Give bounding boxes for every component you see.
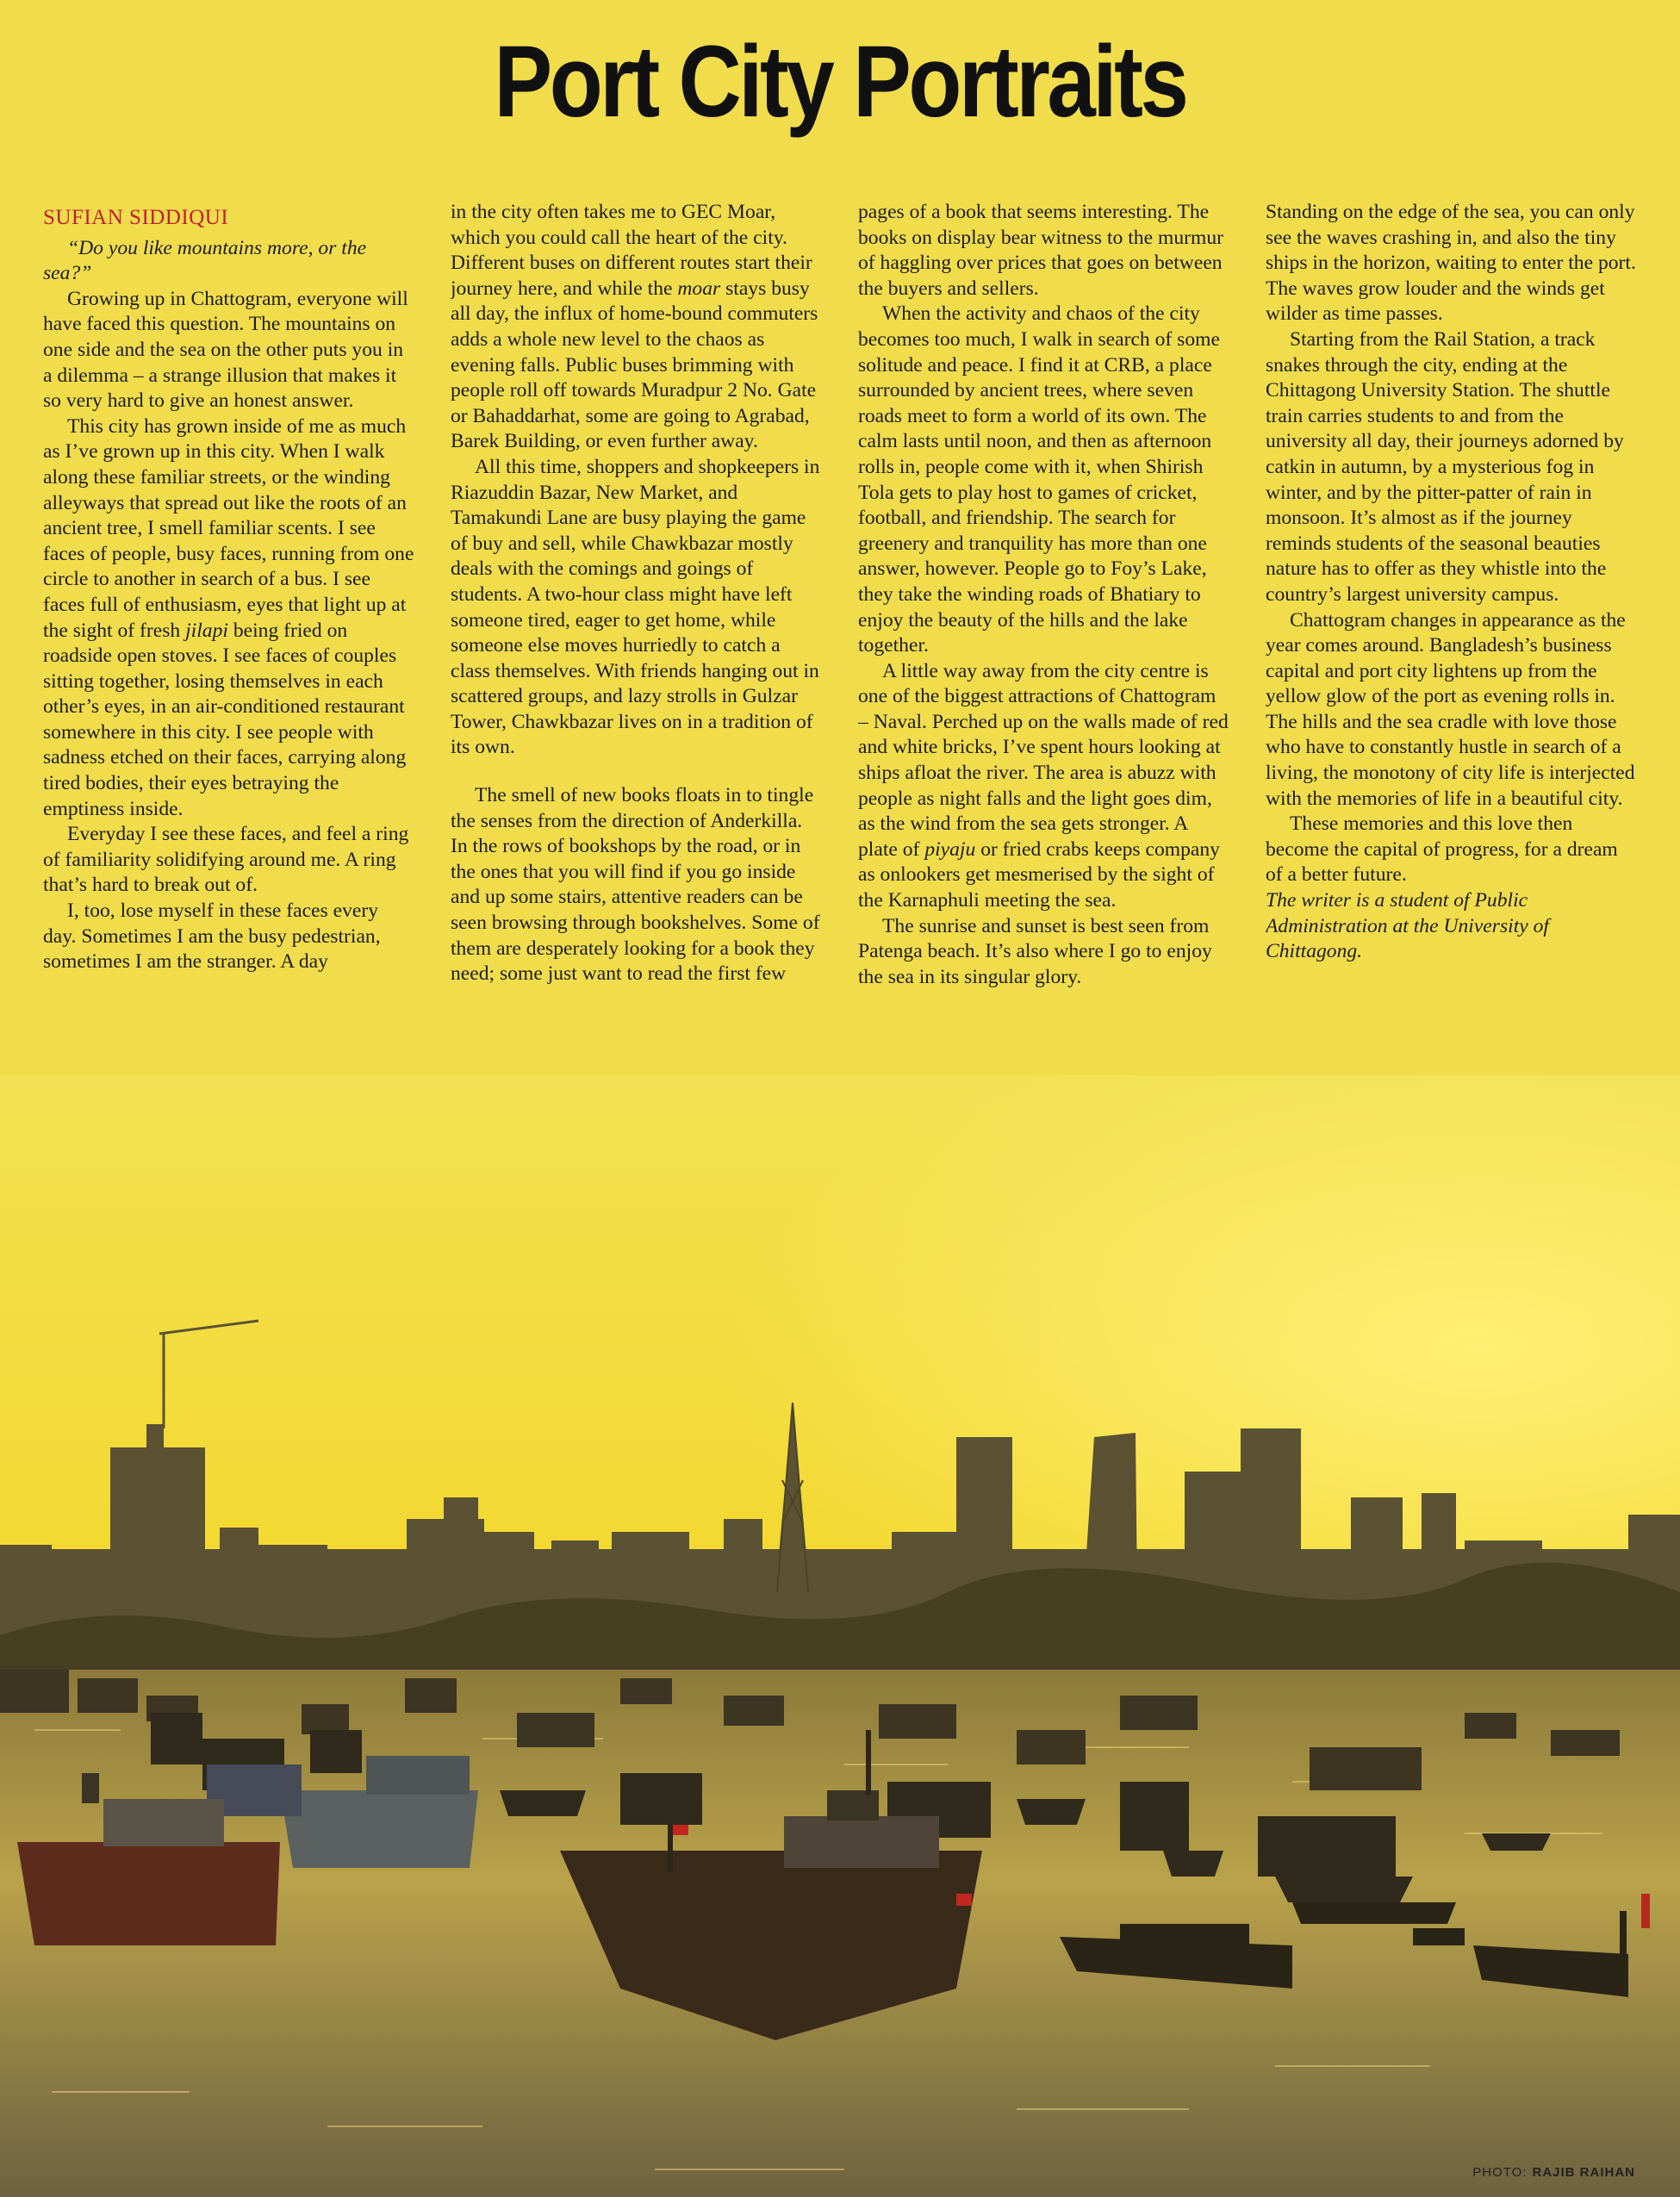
- paragraph: A little way away from the city centre is one of the biggest attractions of Chattogram – Naval. Perched up on the walls made of red and white bricks, I’ve spent hours looking at ships afloat the river. The area is abuzz with people as night falls and the light goes dim, as the wind from the sea gets stronger. A plate of piyaju or fried crabs keeps company as onlookers get mesmerised by the sight of the Karnaphuli meeting the sea.: [858, 659, 1229, 912]
- column-1: [43, 200, 414, 1061]
- column-3: [858, 200, 1229, 1061]
- paragraph: Chattogram changes in appearance as the year comes around. Bangladesh’s business capital and port city lightens up from the yellow glow of the port as evening rolls in. The hills and the sea cradle with love those who have to constantly hustle in search of a living, the monotony of city life is interjected with the memories of life in a beautiful city.: [1266, 608, 1635, 810]
- paragraph: This city has grown inside of me as much as I’ve grown up in this city. When I walk along these familiar streets, or the winding alleyways that spread out like the roots of an ancient tree, I smell familiar scents. I see faces of people, busy faces, running from one circle to another in search of a bus. I see faces full of enthusiasm, eyes that light up at the sight of fresh jilapi being fried on roadside open stoves. I see faces of couples sitting together, losing themselves in each other’s eyes, in an air-conditioned restaurant somewhere in this city. I see people with sadness etched on their faces, carrying along tired bodies, their eyes betraying the emptiness inside.: [43, 414, 414, 820]
- paragraph: Starting from the Rail Station, a track snakes through the city, ending at the Chittagong University Station. The shuttle train carries students to and from the university all day, their journeys adorned by catkin in autumn, by a mysterious fog in winter, and by the pitter-patter of rain in monsoon. It’s almost as if the journey reminds students of the seasonal beauties nature has to offer as they whistle into the country’s largest university campus.: [1266, 327, 1624, 606]
- paragraph: Growing up in Chattogram, everyone will have faced this question. The mountains on one side and the sea on the other puts you in a dilemma – a strange illusion that makes it so very hard to give an honest answer.: [43, 287, 408, 413]
- paragraph: The sunrise and sunset is best seen from Patenga beach. It’s also where I go to enjoy the sea in its singular glory.: [858, 914, 1212, 988]
- article-body: [43, 200, 1637, 1061]
- paragraph: Standing on the edge of the sea, you can only see the waves crashing in, and also the tiny ships in the horizon, waiting to enter the port. The waves grow louder and the winds get wilder as time passes.: [1266, 201, 1636, 326]
- paragraph: in the city often takes me to GEC Moar, which you could call the heart of the city. Different buses on different routes start their journey here, and while the moar stays busy all day, the influx of home-bound commuters adds a whole new level to the chaos as evening falls. Public buses brimming with people roll off towards Muradpur 2 No. Gate or Bahaddarhat, some are going to Agrabad, Barek Building, or even further away.: [451, 201, 818, 453]
- photo-credit: PHOTO: RAJIB RAIHAN: [1472, 2165, 1635, 2180]
- column-2: [451, 200, 822, 1061]
- paragraph: The smell of new books floats in to tingle the senses from the direction of Anderkilla. In the rows of bookshops by the road, or in the ones that you will find if you go inside and up some stairs, attentive readers can be seen browsing through bookshelves. Some of them are desperately looking for a book they need; some just want to read the first few: [451, 784, 820, 986]
- paragraph: All this time, shoppers and shopkeepers in Riazuddin Bazar, New Market, and Tamakundi Lane are busy playing the game of buy and sell, while Chawkbazar mostly deals with the comings and goings of students. A two-hour class might have left someone tired, eager to get home, while someone else moves hurriedly to catch a class themselves. With friends hanging out in scattered groups, and lazy strolls in Gulzar Tower, Chawkbazar lives on in a tradition of its own.: [451, 455, 820, 759]
- author-credit: The writer is a student of Public Administration at the University of Chittagong.: [1266, 889, 1549, 963]
- sunset-harbor-illustration: [0, 1075, 1680, 2197]
- paragraph: I, too, lose myself in these faces every day. Sometimes I am the busy pedestrian, sometimes I am the stranger. A day: [43, 899, 381, 974]
- paragraph: Everyday I see these faces, and feel a ring of familiarity solidifying around me. A ring that’s hard to break out of.: [43, 823, 409, 897]
- column-4: [1266, 200, 1637, 1061]
- paragraph: pages of a book that seems interesting. The books on display bear witness to the murmur of haggling over prices that goes on between the buyers and sellers.: [858, 201, 1223, 300]
- paragraph: When the activity and chaos of the city becomes too much, I walk in search of some solitude and peace. I find it at CRB, a place surrounded by ancient trees, where seven roads meet to form a world of its own. The calm lasts until noon, and then as afternoon rolls in, people come with it, when Shirish Tola gets to play host to games of cricket, football, and friendship. The search for greenery and tranquility has more than one answer, however. People go to Foy’s Lake, they take the winding roads of Bhatiary to enjoy the beauty of the hills and the lake together.: [858, 302, 1220, 657]
- harbor-photo: [0, 1075, 1680, 2197]
- byline: SUFIAN SIDDIQUI: [43, 206, 229, 229]
- pull-quote: “Do you like mountains more, or the sea?”: [43, 236, 367, 285]
- page-title: Port City Portraits: [494, 25, 1186, 139]
- paragraph: These memories and this love then become the capital of progress, for a dream of a better future.: [1266, 812, 1618, 887]
